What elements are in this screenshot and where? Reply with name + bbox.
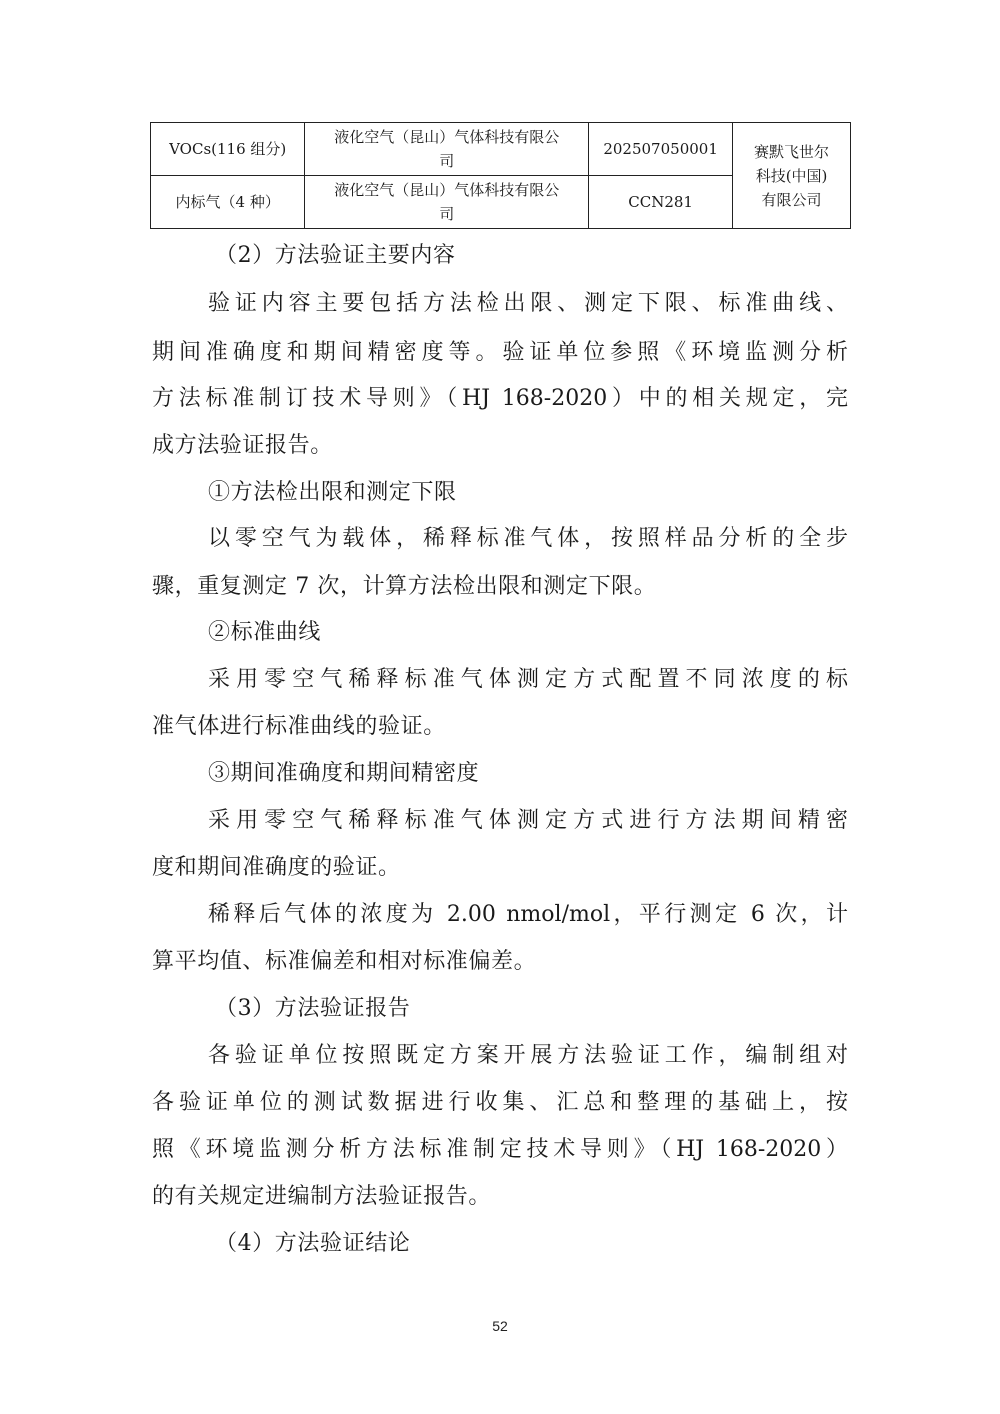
section-heading-2: （2）方法验证主要内容 bbox=[215, 243, 456, 268]
batch-cell bbox=[589, 176, 733, 229]
paragraph-line: 成方法验证报告。 bbox=[152, 433, 333, 458]
gas-name-cell bbox=[151, 176, 305, 229]
supplier-cell bbox=[305, 176, 589, 229]
paragraph-line: 验证内容主要包括方法检出限、测定下限、标准曲线、 bbox=[208, 291, 848, 316]
table-row bbox=[151, 123, 851, 176]
paragraph-line: 稀释后气体的浓度为 2.00 nmol/mol，平行测定 6 次，计 bbox=[208, 902, 848, 927]
supplier-line: 液化空气（昆山）气体科技有限公 bbox=[334, 128, 560, 146]
paragraph-line: 度和期间准确度的验证。 bbox=[152, 855, 401, 880]
paragraph-line: 采用零空气稀释标准气体测定方式配置不同浓度的标 bbox=[208, 667, 848, 692]
paragraph-line: 各验证单位的测试数据进行收集、汇总和整理的基础上，按 bbox=[152, 1090, 848, 1115]
paragraph-line: 准气体进行标准曲线的验证。 bbox=[152, 714, 446, 739]
paragraph-line: 骤，重复测定 7 次，计算方法检出限和测定下限。 bbox=[152, 574, 657, 599]
section-heading-3: （3）方法验证报告 bbox=[215, 996, 411, 1021]
batch-number: CCN281 bbox=[628, 193, 693, 211]
supplier-line: 液化空气（昆山）气体科技有限公 bbox=[334, 181, 560, 199]
unit-line: 科技(中国) bbox=[755, 166, 828, 185]
paragraph-line: 算平均值、标准偏差和相对标准偏差。 bbox=[152, 949, 537, 974]
paragraph-line: 照《环境监测分析方法标准制定技术导则》（HJ 168-2020） bbox=[152, 1137, 848, 1162]
batch-number: 202507050001 bbox=[603, 140, 718, 158]
paragraph-line: 各验证单位按照既定方案开展方法验证工作，编制组对 bbox=[208, 1043, 848, 1068]
subheading-standard-curve: ②标准曲线 bbox=[208, 620, 322, 645]
gas-name-cell bbox=[151, 123, 305, 176]
verification-unit-cell bbox=[733, 123, 851, 229]
subheading-accuracy-precision: ③期间准确度和期间精密度 bbox=[208, 761, 480, 786]
gas-name: 内标气（4 种） bbox=[175, 193, 280, 211]
unit-line: 赛默飞世尔 bbox=[754, 142, 830, 161]
batch-cell bbox=[589, 123, 733, 176]
paragraph-line: 采用零空气稀释标准气体测定方式进行方法期间精密 bbox=[208, 808, 848, 833]
paragraph-line: 期间准确度和期间精密度等。验证单位参照《环境监测分析 bbox=[152, 340, 848, 365]
gas-name: VOCs(116 组分) bbox=[169, 140, 287, 158]
paragraph-line: 方法标准制订技术导则》（HJ 168-2020）中的相关规定，完 bbox=[152, 386, 848, 411]
unit-line: 有限公司 bbox=[761, 190, 822, 209]
page-number: 52 bbox=[492, 1318, 508, 1334]
standard-gas-table bbox=[150, 122, 851, 229]
subheading-detection-limit: ①方法检出限和测定下限 bbox=[208, 480, 457, 505]
supplier-cell bbox=[305, 123, 589, 176]
paragraph-line: 的有关规定进编制方法验证报告。 bbox=[152, 1184, 492, 1209]
supplier-line: 司 bbox=[439, 152, 455, 170]
paragraph-line: 以零空气为载体，稀释标准气体，按照样品分析的全步 bbox=[208, 526, 848, 551]
section-heading-4: （4）方法验证结论 bbox=[215, 1231, 411, 1256]
supplier-line: 司 bbox=[439, 205, 455, 223]
